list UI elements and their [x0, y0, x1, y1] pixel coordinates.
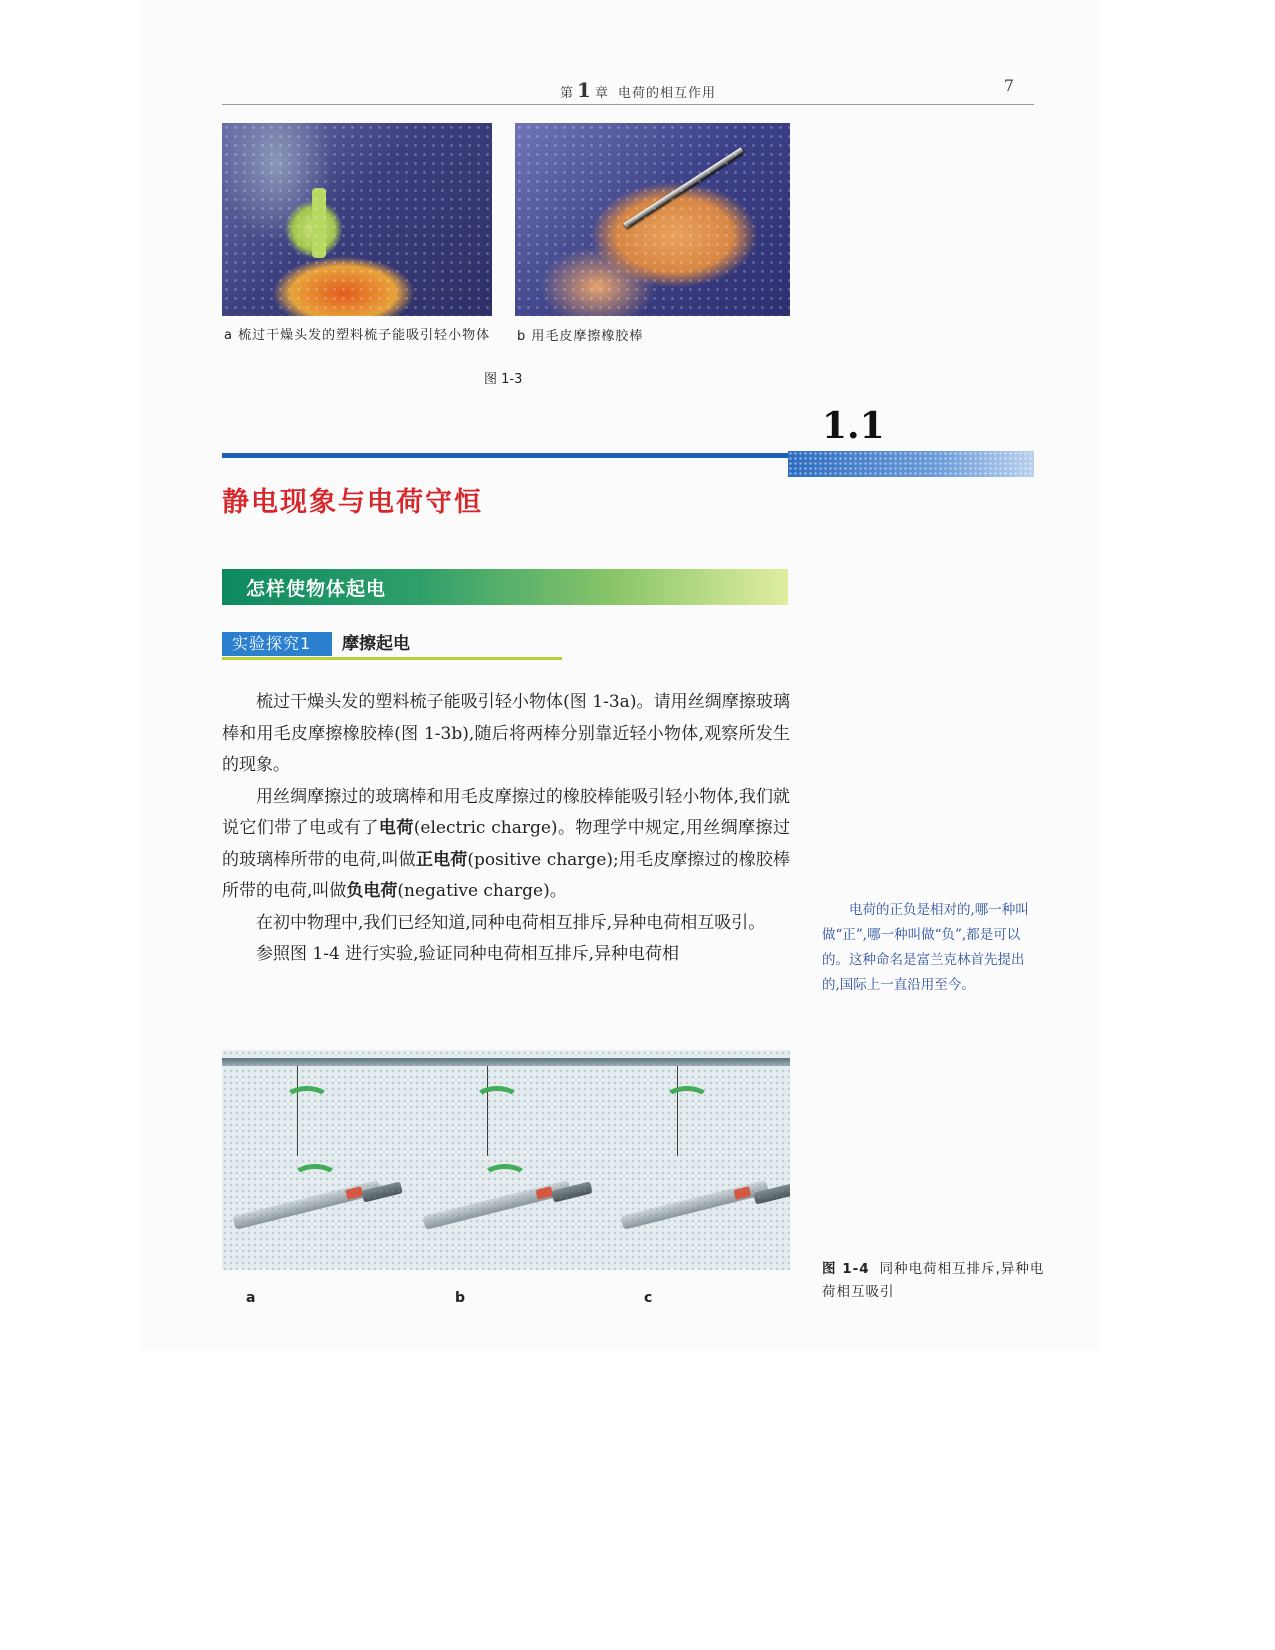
photo-fur-rubbing-rod: [515, 123, 790, 316]
body-text: [222, 687, 790, 971]
figure-1-3-label: 图 1-3: [484, 372, 523, 387]
panel-c: [602, 1066, 790, 1266]
figure-1-4-illustration: [222, 1050, 790, 1270]
rotation-arrow-icon: [664, 1086, 710, 1112]
suspended-rod: [422, 1180, 571, 1230]
suspended-rod: [620, 1180, 769, 1230]
chapter-prefix: 第: [560, 86, 574, 101]
thread: [487, 1066, 488, 1156]
chapter-title: 电荷的相互作用: [617, 86, 716, 101]
held-rod: [551, 1181, 593, 1202]
panel-a: [222, 1066, 412, 1266]
page-number: 7: [1003, 76, 1014, 95]
chapter-suffix: 章: [594, 86, 608, 101]
figure-1-3b-caption: b 用毛皮摩擦橡胶棒: [517, 329, 644, 344]
photo-comb-attracting-paper: [222, 123, 492, 316]
section-title: 静电现象与电荷守恒: [222, 487, 483, 518]
side-note: 电荷的正负是相对的,哪一种叫做“正”,哪一种叫做“负”,都是可以的。这种命名是富兰克林首先提出的,国际上一直沿用至今。: [822, 902, 1029, 993]
paragraph-2-part-b: (electric charge)。物理学中规定,用丝绸摩擦过的玻璃棒所带的电荷,叫做: [222, 818, 791, 870]
paragraph-1: 梳过干燥头发的塑料梳子能吸引轻小物体(图 1-3a)。请用丝绸摩擦玻璃棒和用毛皮摩擦橡胶棒(图 1-3b),随后将两棒分别靠近轻小物体,观察所发生的现象。: [222, 692, 790, 775]
figure-1-4-caption: 同种电荷相互排斥,异种电荷相互吸引: [822, 1261, 1045, 1300]
rubber-rod-shape: [623, 147, 744, 228]
subsection-title: 怎样使物体起电: [246, 578, 387, 600]
section-rule: [222, 453, 788, 458]
subsection-bar: [222, 569, 788, 605]
paragraph-4: 参照图 1-4 进行实验,验证同种电荷相互排斥,异种电荷相: [256, 944, 679, 964]
panel-b: [412, 1066, 602, 1266]
figure-1-4-caption-block: [822, 1258, 1052, 1304]
suspended-rod: [232, 1180, 381, 1230]
chapter-number: 1: [577, 78, 591, 102]
rotation-arrow-icon: [482, 1164, 528, 1190]
paragraph-2-part-a: 用丝绸摩擦过的玻璃棒和用毛皮摩擦过的橡胶棒能吸引轻小物体,我们就说它们带了电或有了: [222, 786, 790, 838]
running-header: [222, 76, 1034, 105]
panel-label-b: b: [455, 1290, 466, 1306]
experiment-title: 摩擦起电: [342, 634, 410, 654]
panel-label-a: a: [246, 1290, 256, 1306]
support-beam: [222, 1058, 790, 1066]
term-negative-charge: 负电荷: [346, 881, 398, 901]
term-positive-charge: 正电荷: [415, 849, 468, 870]
paragraph-2-part-d: (negative charge)。: [397, 881, 567, 901]
thread: [297, 1066, 298, 1156]
term-electric-charge: 电荷: [378, 818, 414, 838]
rotation-arrow-icon: [292, 1164, 338, 1190]
comb-shape: [312, 188, 326, 258]
section-band: [788, 451, 1034, 477]
paragraph-3: 在初中物理中,我们已经知道,同种电荷相互排斥,异种电荷相互吸引。: [256, 912, 766, 933]
panel-label-c: c: [644, 1290, 653, 1306]
experiment-underline: [222, 657, 562, 660]
held-rod: [361, 1181, 403, 1202]
rotation-arrow-icon: [284, 1086, 330, 1112]
figure-1-4-label: 图 1-4: [822, 1261, 870, 1277]
paragraph-2: [222, 782, 790, 908]
figure-1-3a-caption: a 梳过干燥头发的塑料梳子能吸引轻小物体: [224, 328, 491, 343]
rotation-arrow-icon: [474, 1086, 520, 1112]
experiment-tag: 实验探究1: [222, 632, 332, 656]
thread: [677, 1066, 678, 1156]
held-rod: [753, 1183, 790, 1204]
section-number: 1.1: [822, 405, 885, 447]
paragraph-2-part-c: (positive charge);用毛皮摩擦过的橡胶棒所带的电荷,叫做: [222, 849, 791, 901]
chapter-heading: [560, 78, 716, 102]
